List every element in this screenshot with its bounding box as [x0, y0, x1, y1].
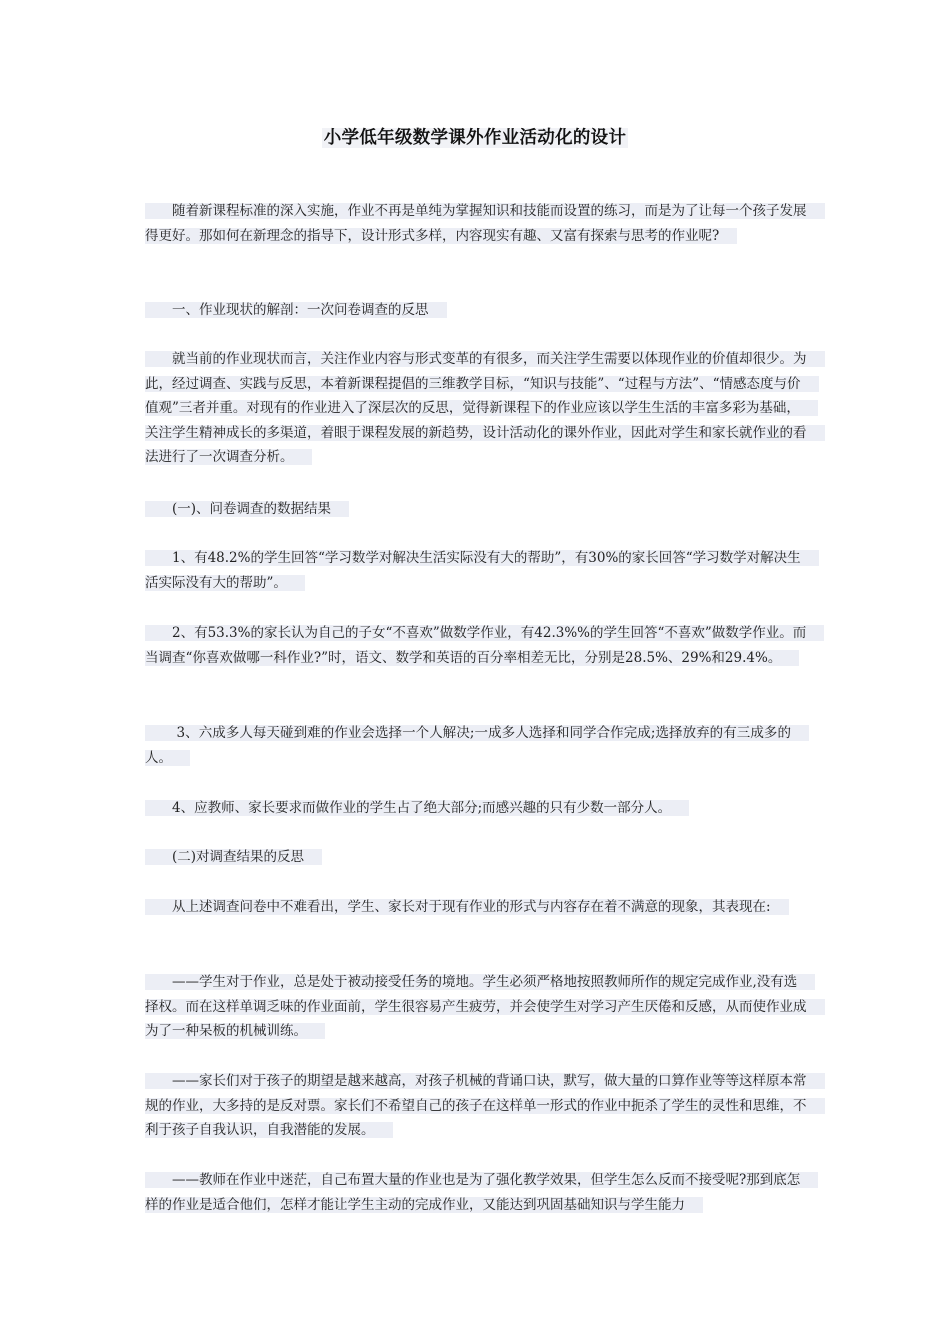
document-title: [0, 124, 950, 149]
paragraph-students: ——学生对于作业，总是处于被动接受任务的境地。学生必须严格地按照教师所作的规定完成作业,没有选择权。而在这样单调乏味的作业面前，学生很容易产生疲劳，并会使学生对学习产生厌倦和反感，从而使作业成为了一种呆板的机械训练。: [145, 970, 809, 1044]
subsection-heading-reflection: (二)对调查结果的反思: [145, 845, 809, 870]
survey-item-1: 1、有48.2%的学生回答“学习数学对解决生活实际没有大的帮助”，有30%的家长回答“学习数学对解决生活实际没有大的帮助”。: [145, 546, 809, 595]
paragraph-current-status: 就当前的作业现状而言，关注作业内容与形式变革的有很多，而关注学生需要以体现作业的价值却很少。为此，经过调查、实践与反思，本着新课程提倡的三维教学目标，“知识与技能”、“过程与方法”、“情感态度与价值观”三者并重。对现有的作业进入了深层次的反思，觉得新课程下的作业应该以学生生活的丰富多彩为基础，关注学生精神成长的多渠道，着眼于课程发展的新趋势，设计活动化的课外作业，因此对学生和家长就作业的看法进行了一次调查分析。: [145, 347, 809, 470]
survey-item-3: 3、六成多人每天碰到难的作业会选择一个人解决;一成多人选择和同学合作完成;选择放弃的有三成多的人。: [145, 721, 809, 770]
document-title-text: 小学低年级数学课外作业活动化的设计: [323, 128, 627, 148]
subsection-heading-survey-results: (一)、问卷调查的数据结果: [145, 497, 809, 522]
survey-item-2: 2、有53.3%的家长认为自己的子女“不喜欢”做数学作业，有42.3%%的学生回答“不喜欢”做数学作业。而当调查“你喜欢做哪一科作业?”时，语文、数学和英语的百分率相差无比，分别是28.5%、29%和29.4%。: [145, 621, 809, 670]
paragraph-parents: ——家长们对于孩子的期望是越来越高，对孩子机械的背诵口诀，默写，做大量的口算作业等等这样原本常规的作业，大多持的是反对票。家长们不希望自己的孩子在这样单一形式的作业中扼杀了学生的灵性和思维，不利于孩子自我认识，自我潜能的发展。: [145, 1069, 809, 1143]
section-heading-1: 一、作业现状的解剖：一次问卷调查的反思: [145, 298, 809, 323]
paragraph-teachers: ——教师在作业中迷茫，自己布置大量的作业也是为了强化教学效果，但学生怎么反而不接受呢?那到底怎样的作业是适合他们，怎样才能让学生主动的完成作业，又能达到巩固基础知识与学生能力: [145, 1168, 809, 1217]
intro-paragraph: 随着新课程标准的深入实施，作业不再是单纯为掌握知识和技能而设置的练习，而是为了让每一个孩子发展得更好。那如何在新理念的指导下，设计形式多样，内容现实有趣、又富有探索与思考的作业呢?: [145, 199, 809, 248]
survey-item-4: 4、应教师、家长要求而做作业的学生占了绝大部分;而感兴趣的只有少数一部分人。: [145, 796, 809, 821]
paragraph-reflection-intro: 从上述调查问卷中不难看出，学生、家长对于现有作业的形式与内容存在着不满意的现象，其表现在:: [145, 895, 809, 920]
